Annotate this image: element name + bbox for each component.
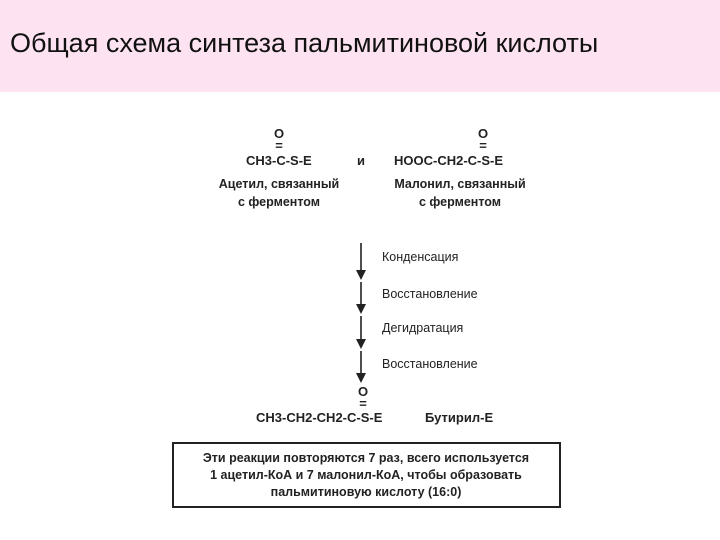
acetyl-label-line1: Ацетил, связанный bbox=[218, 177, 340, 191]
malonyl-label-line2: с ферментом bbox=[418, 195, 502, 209]
reaction-arrows bbox=[356, 243, 366, 383]
malonyl-oxygen: O bbox=[477, 126, 489, 141]
step-dehydration: Дегидратация bbox=[382, 321, 464, 335]
acetyl-label-line2: с ферментом bbox=[237, 195, 321, 209]
acetyl-formula: CH3-C-S-E bbox=[246, 153, 312, 168]
step-reduction-1: Восстановление bbox=[382, 287, 478, 301]
connector-and: и bbox=[357, 153, 365, 168]
note-line2: 1 ацетил-КоА и 7 малонил-КоА, чтобы образовать bbox=[210, 468, 522, 482]
malonyl-double-bond: = bbox=[479, 138, 487, 153]
step-reduction-2: Восстановление bbox=[382, 357, 478, 371]
arrow-4-head bbox=[356, 373, 366, 383]
step-condensation: Конденсация bbox=[382, 250, 459, 264]
arrow-1-head bbox=[356, 270, 366, 280]
note-line1: Эти реакции повторяются 7 раз, всего используется bbox=[202, 451, 530, 465]
product-formula: CH3-CH2-CH2-C-S-E bbox=[256, 410, 383, 425]
acetyl-oxygen: O bbox=[273, 126, 285, 141]
arrow-3-head bbox=[356, 339, 366, 349]
malonyl-formula: HOOC-CH2-C-S-E bbox=[394, 153, 504, 168]
acetyl-double-bond: = bbox=[275, 138, 283, 153]
malonyl-label-line1: Малонил, связанный bbox=[394, 177, 526, 191]
note-line3: пальмитиновую кислоту (16:0) bbox=[270, 485, 462, 499]
product-double-bond: = bbox=[359, 396, 367, 411]
slide-title: Общая схема синтеза пальмитиновой кислоты bbox=[10, 28, 599, 58]
product-name: Бутирил-Е bbox=[425, 410, 494, 425]
product-oxygen: O bbox=[357, 384, 369, 399]
arrow-2-head bbox=[356, 304, 366, 314]
